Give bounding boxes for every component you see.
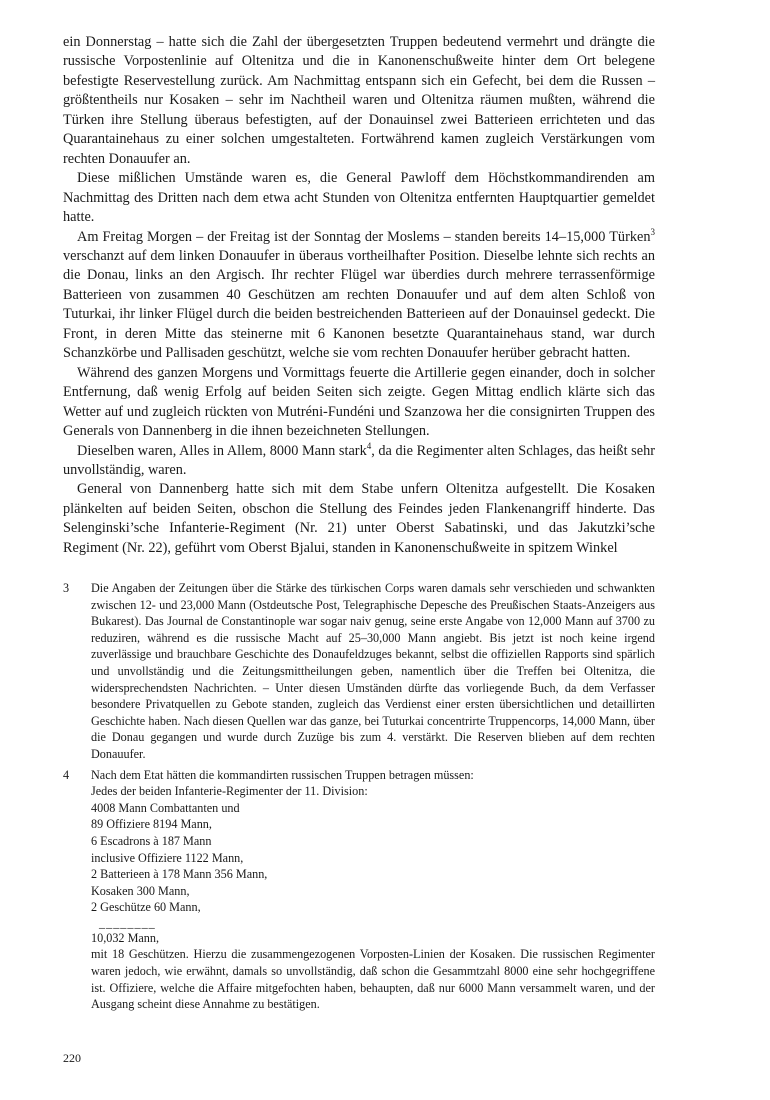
- footnote-number: 4: [63, 767, 70, 782]
- footnote-line: inclusive Offiziere 1122 Mann,: [91, 850, 244, 865]
- paragraph: Während des ganzen Morgens und Vormittags feuerte die Artillerie gegen einander, doch in solcher Entfernung, daß wenig Erfolg auf beiden Seiten sich zeigte. Gegen Mittag endlich klärte sich das Wetter auf und zugleich rückten von Mutréni-Fundéni und Szanzowa her die consignirten Truppen des Generals von Dannenberg in die ihnen bezeichneten Stellungen.: [63, 364, 655, 440]
- footnote-line: 2 Geschütze 60 Mann,: [91, 900, 201, 915]
- paragraph: ein Donnerstag – hatte sich die Zahl der übergesetzten Truppen bedeutend vermehrt und drängte die russische Vorpostenlinie auf Oltenitza und die in Kanonenschußweite hinter dem Ort belegene befestigte Reservestellung zurück. Am Nachmittag entspann sich ein Gefecht, bei dem die Russen – größtentheils nur Kosaken – sehr im Nachtheil waren und Oltenitza räumen mußten, während die Türken ihre Stellung überaus befestigten, auf der Donauinsel zwei Batterieen errichteten und das Quarantainehaus zu einer solchen umgestalteten. Fortwährend kamen zugleich Verstärkungen vom rechten Donauufer an.: [63, 34, 655, 167]
- footnote-4: [63, 767, 655, 1013]
- footnote-line: 4008 Mann Combattanten und: [91, 800, 240, 815]
- footnote-line: 2 Batterieen à 178 Mann 356 Mann,: [91, 867, 268, 882]
- footnote-line: 6 Escadrons à 187 Mann: [91, 833, 212, 848]
- footnotes: [63, 580, 655, 1017]
- footnote-line: Nach dem Etat hätten die kommandirten russischen Truppen betragen müssen:: [91, 767, 474, 782]
- footnote-ref-4[interactable]: 4: [366, 440, 372, 451]
- footnote-line: 89 Offiziere 8194 Mann,: [91, 817, 212, 832]
- paragraph: [63, 228, 655, 364]
- paragraph: Diese mißlichen Umstände waren es, die General Pawloff dem Höchstkommandirenden am Nachmittag des Dritten nach dem etwa acht Stunden von Oltenitza entfernten Hauptquartier gemeldet hatte.: [63, 170, 655, 226]
- sum-rule: ________: [99, 915, 156, 930]
- paragraph-text: Am Freitag Morgen – der Freitag ist der Sonntag der Moslems – standen bereits 14–15,000 Türken: [77, 228, 651, 245]
- footnote-3: [63, 580, 655, 763]
- paragraph: General von Dannenberg hatte sich mit dem Stabe unfern Oltenitza aufgestellt. Die Kosaken plänkelten auf beiden Seiten, obschon die Stellung des Feindes jeden Flankenangriff hinderte. Das Selenginski’sche Infanterie-Regiment (Nr. 21) unter Oberst Sabatinski, und das Jakutzki’sche Regiment (Nr. 22), geführt vom Oberst Bjalui, standen in Kanonenschußweite in spitzem Winkel: [63, 481, 655, 556]
- paragraph: [63, 442, 655, 481]
- main-text: [63, 33, 655, 558]
- footnote-ref-3[interactable]: 3: [650, 226, 655, 237]
- page-number: 220: [63, 1051, 81, 1065]
- footnote-line: Kosaken 300 Mann,: [91, 883, 190, 898]
- footnote-text: Die Angaben der Zeitungen über die Stärke des türkischen Corps waren damals sehr verschieden und schwankten zwischen 12- und 23,000 Mann (Ostdeutsche Post, Telegraphische Depesche des Preußischen Staats-Anzeigers aus Bukarest). Das Journal de Constantinople war sogar naiv genug, seine erste Angabe von 12,000 Mann auf 3700 zu reduziren, während es die russische Macht auf 25–30,000 Mann angiebt. Bis jetzt ist noch keine irgend zuverlässige und brauchbare Geschichte des Donaufeldzuges bekannt, selbst die offiziellen Rapports sind spärlich und unvollständig und die Zeitungsmittheilungen geben, namentlich über die Treffen bei Oltenitza, die widersprechendsten Nachrichten. – Unter diesen Umständen dürfte das vorliegende Buch, da dem Verfasser besondere Privatquellen zu Gebote standen, zugleich das Verdienst einer ersten übersichtlichen und detaillirten Geschichte haben. Nach diesen Quellen war das ganze, bei Tuturkai concentrirte Truppencorps, 14,000 Mann, über die Donau gegangen und wurde durch Zuzüge bis zum 4. verstärkt. Die Reserven blieben auf dem rechten Donauufer.: [91, 581, 655, 761]
- paragraph-text: Dieselben waren, Alles in Allem, 8000 Mann stark: [77, 442, 367, 459]
- footnote-body: [91, 767, 655, 1013]
- footnote-total: 10,032 Mann,: [91, 930, 160, 945]
- paragraph-text: verschanzt auf dem linken Donauufer in überaus vortheilhafter Position. Dieselbe lehnte sich rechts an die Donau, links an den Argisch. Ihr rechter Flügel war überdies durch mehrere terrassenförmige Batterieen von zusammen 40 Geschützen am rechten Donauufer und auf dem alten Schloß von Tuturkai, ihr linker Flügel durch die beiden bestreichenden Batterieen auf der Donauinsel gedeckt. Die Front, in deren Mitte das steinerne mit 6 Kanonen besetzte Quarantainehaus stand, war durch Schanzkörbe und Pallisaden geschützt, welche sie vom rechten Donauufer herüber gebracht hatten.: [63, 247, 655, 362]
- footnote-text: mit 18 Geschützen. Hierzu die zusammengezogenen Vorposten-Linien der Kosaken. Die russischen Regimenter waren jedoch, wie erwähnt, damals so unvollständig, daß schon die Gesammtzahl 8000 eine sehr hochgegriffene ist. Offiziere, welche die Affaire mitgefochten haben, behaupten, daß nur 6000 Mann versammelt waren, und der Ausgang scheint diese Annahme zu bestätigen.: [91, 947, 655, 1012]
- paragraph-text: , da die Regimenter alten Schlages, das heißt sehr unvollständig, waren.: [63, 442, 655, 478]
- footnote-number: 3: [63, 581, 70, 595]
- footnote-line: Jedes der beiden Infanterie-Regimenter der 11. Division:: [91, 784, 368, 799]
